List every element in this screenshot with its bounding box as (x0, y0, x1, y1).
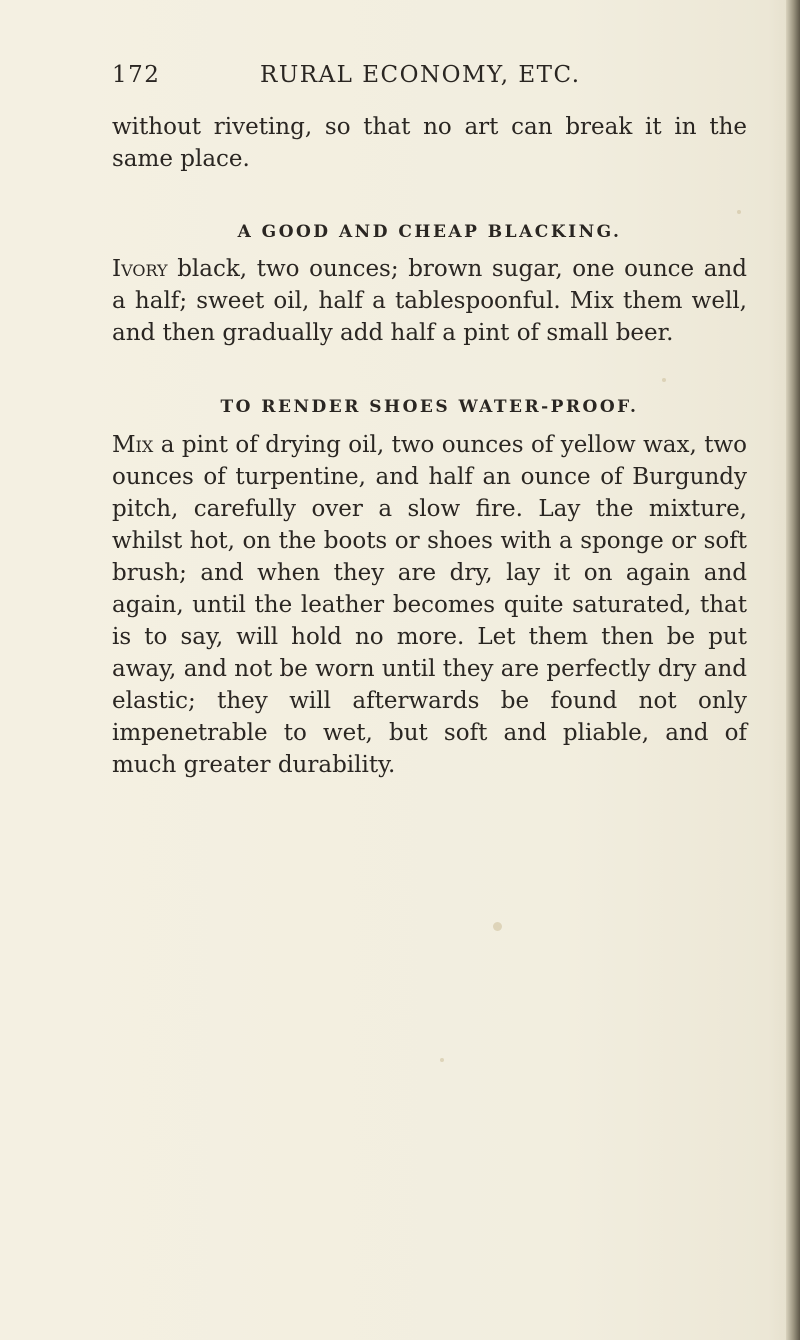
paper-speck (493, 922, 502, 931)
page-number: 172 (112, 62, 161, 88)
running-head-title: RURAL ECONOMY, ETC. (260, 62, 581, 88)
section-heading-blacking: A GOOD AND CHEAP BLACKING. (237, 222, 622, 242)
paper-speck (662, 378, 666, 382)
running-head (112, 62, 752, 102)
paper-speck (440, 1058, 444, 1062)
page-edge-shadow (786, 0, 800, 1340)
recipe-paragraph-water-proof (112, 429, 747, 781)
lead-word: Ivory (112, 256, 168, 282)
section-heading-water-proof: TO RENDER SHOES WATER-PROOF. (220, 397, 639, 417)
paper-speck (737, 210, 741, 214)
recipe-body-text: black, two ounces; brown sugar, one ounce and a half; sweet oil, half a tablespoonful. Mix them well, and then gradually add half a pint of small beer. (112, 256, 747, 346)
recipe-paragraph-blacking (112, 253, 747, 349)
intro-paragraph: without riveting, so that no art can break it in the same place. (112, 114, 747, 172)
recipe-body-text: a pint of drying oil, two ounces of yellow wax, two ounces of turpentine, and half an ounce of Burgundy pitch, carefully over a slow fire. Lay the mixture, whilst hot, on the boots or shoes with a sponge or soft brush; and when they are dry, lay it on again and again, until the leather becomes quite saturated, that is to say, will hold no more. Let them then be put away, and not be worn until they are perfectly dry and elastic; they will afterwards be found not only impenetrable to wet, but soft and pliable, and of much greater durability. (112, 432, 747, 778)
lead-word: Mix (112, 432, 154, 458)
